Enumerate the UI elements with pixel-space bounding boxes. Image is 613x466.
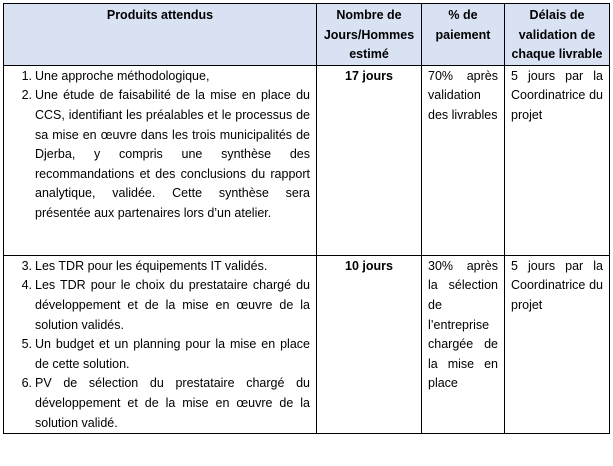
item-text: Une approche méthodologique, <box>35 68 210 83</box>
produits-cell <box>4 255 317 433</box>
paiement-cell: 30% après la sélection de l’entreprise chargée de la mise en place <box>422 255 505 433</box>
deliverables-table <box>3 3 610 434</box>
item-number: 5. <box>21 337 32 352</box>
deliverables-list <box>10 257 310 433</box>
item-text: PV de sélection du prestataire chargé du développement et de la mise en œuvre de la solution validé. <box>35 376 310 430</box>
produits-cell <box>4 65 317 255</box>
paiement-cell: 70% après validation des livrables <box>422 65 505 255</box>
list-item <box>10 67 310 87</box>
delais-cell: 5 jours par la Coordinatrice du projet <box>505 255 610 433</box>
table-row <box>4 65 610 255</box>
header-produits: Produits attendus <box>4 4 317 66</box>
list-item <box>10 257 310 277</box>
item-number: 4. <box>21 278 32 293</box>
item-text: Les TDR pour le choix du prestataire chargé du développement et de la mise en œuvre de la solution validés. <box>35 278 310 332</box>
header-delais: Délais de validation de chaque livrable <box>505 4 610 66</box>
list-item <box>10 335 310 374</box>
item-number: 1. <box>21 68 32 83</box>
table-row <box>4 255 610 433</box>
list-item <box>10 276 310 335</box>
jours-cell: 17 jours <box>317 65 422 255</box>
jours-cell: 10 jours <box>317 255 422 433</box>
item-number: 6. <box>21 376 32 391</box>
list-item <box>10 374 310 433</box>
item-number: 2. <box>21 88 32 103</box>
delais-cell: 5 jours par la Coordinatrice du projet <box>505 65 610 255</box>
deliverables-list <box>10 67 310 224</box>
item-text: Une étude de faisabilité de la mise en place du CCS, identifiant les préalables et le processus de sa mise en œuvre dans les trois municipalités de Djerba, y compris une synthèse des recommandations et des conclusions du rapport analytique, validée. Cette synthèse sera présentée aux partenaires lors d’un atelier. <box>35 88 310 220</box>
item-number: 3. <box>21 258 32 273</box>
list-item <box>10 86 310 223</box>
table-header-row <box>4 4 610 66</box>
header-paiement: % de paiement <box>422 4 505 66</box>
header-jours: Nombre de Jours/Hommes estimé <box>317 4 422 66</box>
item-text: Un budget et un planning pour la mise en place de cette solution. <box>35 337 310 371</box>
item-text: Les TDR pour les équipements IT validés. <box>35 258 268 273</box>
